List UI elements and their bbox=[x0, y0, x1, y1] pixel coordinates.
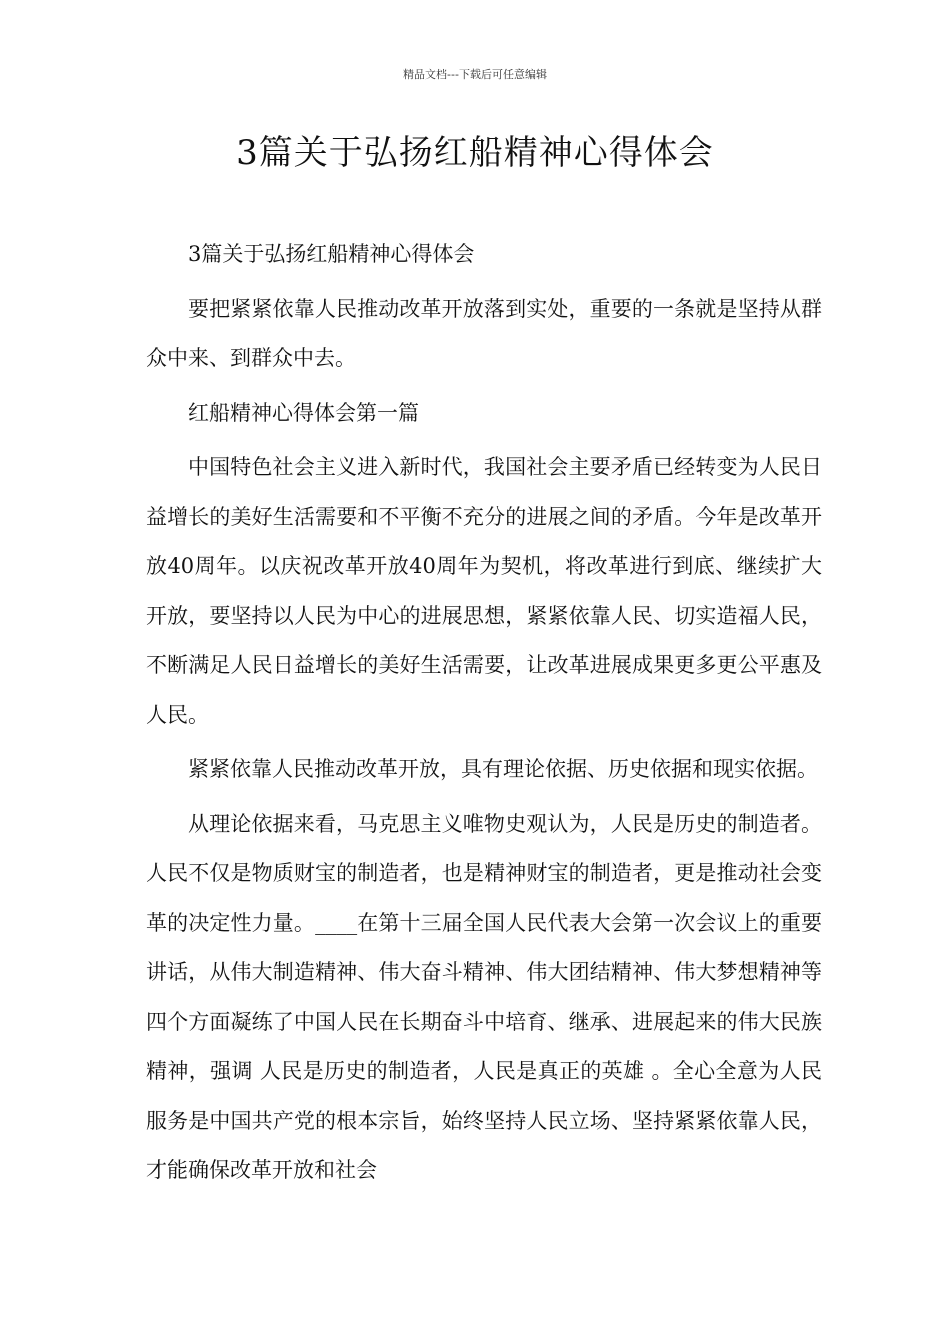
paragraph-intro: 要把紧紧依靠人民推动改革开放落到实处，重要的一条就是坚持从群众中来、到群众中去。 bbox=[146, 296, 822, 370]
paragraph-theory: 从理论依据来看，马克思主义唯物史观认为，人民是历史的制造者。人民不仅是物质财宝的制造者，也是精神财宝的制造者，更是推动社会变革的决定性力量。____在第十三届全国人民代表大会第一次会议上的重要讲话，从伟大制造精神、伟大奋斗精神、伟大团结精神、伟大梦想精神等四个方面凝练了中国人民在长期奋斗中培育、继承、进展起来的伟大民族精神，强调 人民是历史的制造者，人民是真正的英雄 。全心全意为人民服务是中国共产党的根本宗旨，始终坚持人民立场、坚持紧紧依靠人民，才能确保改革开放和社会 bbox=[146, 811, 822, 1182]
paragraph-basis: 紧紧依靠人民推动改革开放，具有理论依据、历史依据和现实依据。 bbox=[188, 757, 818, 781]
paragraph-new-era: 中国特色社会主义进入新时代，我国社会主要矛盾已经转变为人民日益增长的美好生活需要和不平衡不充分的进展之间的矛盾。今年是改革开放40周年。以庆祝改革开放40周年为契机，将改革进行到底、继续扩大开放，要坚持以人民为中心的进展思想，紧紧依靠人民、切实造福人民，不断满足人民日益增长的美好生活需要，让改革进展成果更多更公平惠及人民。 bbox=[146, 455, 822, 727]
paragraph-subtitle: 3篇关于弘扬红船精神心得体会 bbox=[188, 242, 475, 266]
document-body bbox=[146, 230, 822, 1196]
header-note: 精品文档---下载后可任意编辑 bbox=[403, 68, 547, 81]
document-title: 3篇关于弘扬红船精神心得体会 bbox=[236, 133, 714, 173]
paragraph-section-heading: 红船精神心得体会第一篇 bbox=[188, 400, 419, 425]
